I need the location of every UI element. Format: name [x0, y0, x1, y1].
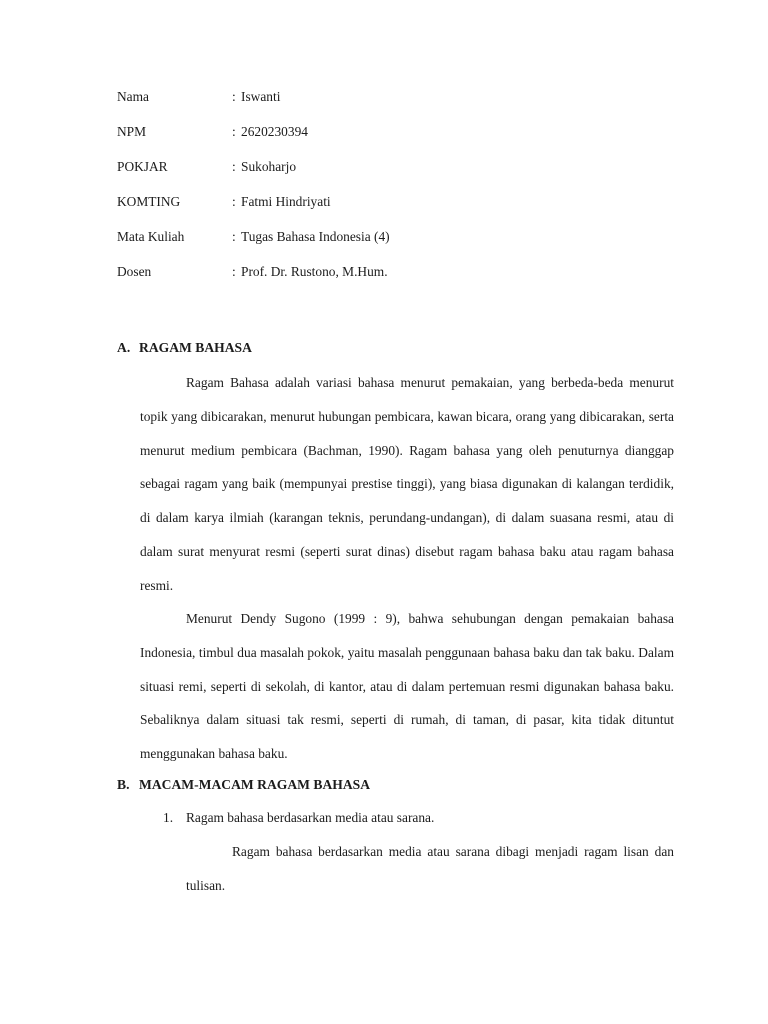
- identity-row-nama: [117, 86, 390, 121]
- identity-block: [117, 86, 390, 296]
- identity-value: Iswanti: [241, 89, 281, 104]
- paragraph-text: Ragam bahasa berdasarkan media atau sarana dibagi menjadi ragam lisan dan tulisan.: [186, 844, 674, 893]
- identity-separator: :: [232, 89, 236, 104]
- identity-label: KOMTING: [117, 194, 181, 209]
- identity-label: POKJAR: [117, 159, 168, 174]
- identity-value: Tugas Bahasa Indonesia (4): [241, 229, 390, 244]
- section-a-title: RAGAM BAHASA: [139, 340, 252, 355]
- list-item-paragraph: [186, 835, 674, 903]
- identity-separator: :: [232, 229, 236, 244]
- identity-row-npm: [117, 121, 390, 156]
- section-b-title: MACAM-MACAM RAGAM BAHASA: [139, 777, 371, 792]
- identity-row-dosen: [117, 261, 390, 296]
- paragraph-text: Ragam Bahasa adalah variasi bahasa menurut pemakaian, yang berbeda-beda menurut topik yang dibicarakan, menurut hubungan pembicara, kawan bicara, orang yang dibicarakan, serta menurut medium pembicara (Bachman, 1990). Ragam bahasa yang oleh penuturnya dianggap sebagai ragam yang baik (mempunyai prestise tinggi), yang biasa digunakan di kalangan terdidik, di dalam karya ilmiah (karangan teknis, perundang-undangan), di dalam suasana resmi, atau di dalam surat menyurat resmi (seperti surat dinas) disebut ragam bahasa baku atau ragam bahasa resmi.: [140, 375, 674, 593]
- identity-value: 2620230394: [241, 124, 308, 139]
- list-item-number: 1.: [163, 810, 174, 825]
- identity-value: Prof. Dr. Rustono, M.Hum.: [241, 264, 388, 279]
- list-item-title: Ragam bahasa berdasarkan media atau sarana.: [186, 810, 435, 825]
- list-item: [163, 807, 434, 829]
- identity-row-pokjar: [117, 156, 390, 191]
- identity-value: Fatmi Hindriyati: [241, 194, 331, 209]
- identity-separator: :: [232, 124, 236, 139]
- identity-separator: :: [232, 194, 236, 209]
- identity-row-komting: [117, 191, 390, 226]
- section-a-number: A.: [117, 340, 131, 355]
- identity-row-mata-kuliah: [117, 226, 390, 261]
- section-b-heading: [117, 774, 370, 796]
- identity-separator: :: [232, 264, 236, 279]
- section-a-heading: [117, 337, 252, 359]
- identity-label: Dosen: [117, 264, 152, 279]
- section-b-number: B.: [117, 777, 130, 792]
- identity-value: Sukoharjo: [241, 159, 297, 174]
- identity-label: Mata Kuliah: [117, 229, 185, 244]
- identity-label: NPM: [117, 124, 147, 139]
- identity-label: Nama: [117, 89, 149, 104]
- section-a-paragraph-1: [140, 366, 674, 603]
- identity-separator: :: [232, 159, 236, 174]
- paragraph-text: Menurut Dendy Sugono (1999 : 9), bahwa sehubungan dengan pemakaian bahasa Indonesia, timbul dua masalah pokok, yaitu masalah penggunaan bahasa baku dan tak baku. Dalam situasi remi, seperti di sekolah, di kantor, atau di dalam pertemuan resmi digunakan bahasa baku. Sebaliknya dalam situasi tak resmi, seperti di rumah, di taman, di pasar, kita tidak dituntut menggunakan bahasa baku.: [140, 611, 674, 762]
- section-a-paragraph-2: [140, 602, 674, 771]
